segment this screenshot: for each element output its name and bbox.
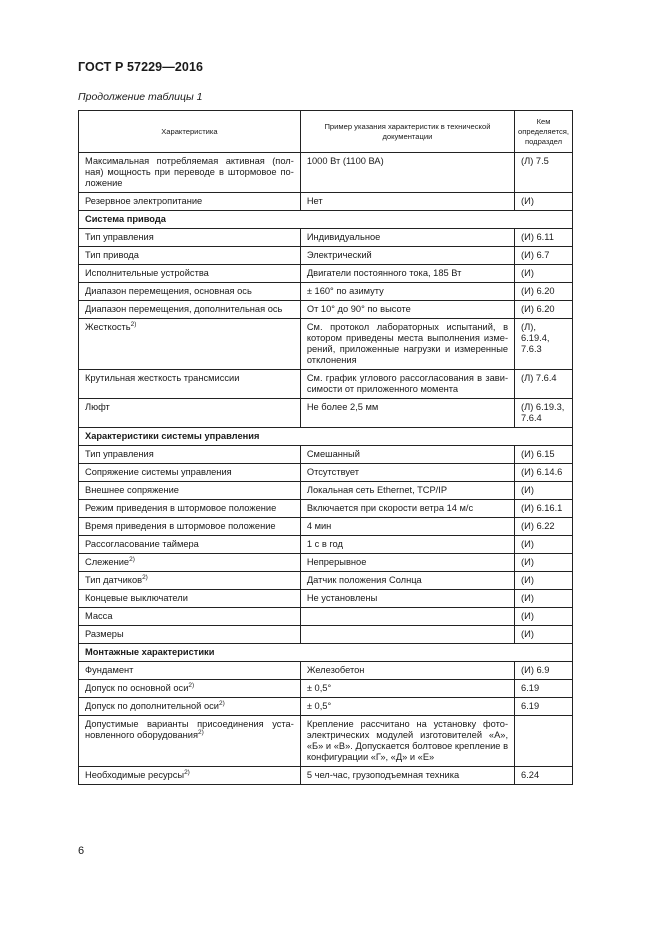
characteristic-cell [79,319,301,370]
example-value-cell: ± 160° по азимуту [300,283,514,301]
characteristic-label: Диапазон перемещения, основная ось [85,286,252,296]
example-value-cell: ± 0,5° [300,698,514,716]
table-row [79,536,573,554]
reference-cell: (И) [515,193,573,211]
table-row [79,500,573,518]
characteristic-cell [79,247,301,265]
example-value-cell: Смешанный [300,446,514,464]
footnote-marker: 2) [198,728,204,736]
table-row [79,464,573,482]
table-row [79,572,573,590]
table-row [79,370,573,399]
table-row [79,680,573,698]
reference-cell: (И) 6.20 [515,301,573,319]
characteristic-label: Размеры [85,629,124,639]
header-determined-by: Кем определяется, подраздел [515,111,573,153]
reference-cell: (Л) 7.6.4 [515,370,573,399]
characteristic-label: Крутильная жесткость трансмиссии [85,373,240,383]
characteristic-label: Диапазон перемещения, дополнительная ось [85,304,283,314]
reference-cell: (Л) 6.19.3, 7.6.4 [515,399,573,428]
reference-cell: (И) 6.11 [515,229,573,247]
header-characteristic: Характеристика [79,111,301,153]
table-row [79,319,573,370]
reference-cell: (И) [515,572,573,590]
footnote-marker: 2) [184,768,190,776]
reference-cell: (И) 6.14.6 [515,464,573,482]
table-row [79,446,573,464]
example-value-cell [300,608,514,626]
characteristic-label: Допуск по дополнительной оси [85,701,219,711]
characteristic-label: Слежение [85,557,130,567]
table-row [79,247,573,265]
table-row [79,229,573,247]
section-title: Монтажные характеристики [79,644,573,662]
characteristic-label: Жесткость [85,322,131,332]
characteristic-cell [79,662,301,680]
example-value-cell: Датчик положения Солнца [300,572,514,590]
table-row [79,399,573,428]
characteristic-cell [79,716,301,767]
table-row [79,283,573,301]
characteristic-cell [79,554,301,572]
table-continuation-title: Продолжение таблицы 1 [78,91,203,103]
reference-cell: 6.19 [515,698,573,716]
reference-cell: (И) 6.7 [515,247,573,265]
characteristic-cell [79,283,301,301]
example-value-cell: Не более 2,5 мм [300,399,514,428]
table-row [79,767,573,785]
reference-cell: (Л), 6.19.4, 7.6.3 [515,319,573,370]
example-value-cell: Индивидуальное [300,229,514,247]
characteristic-label: Тип датчиков [85,575,143,585]
section-title: Характеристики системы управления [79,428,573,446]
example-value-cell: Не установлены [300,590,514,608]
characteristic-label: Масса [85,611,113,621]
reference-cell: (И) [515,608,573,626]
table-row [79,554,573,572]
characteristic-cell [79,626,301,644]
characteristics-table [78,110,573,785]
reference-cell: (И) 6.16.1 [515,500,573,518]
characteristic-cell [79,229,301,247]
example-value-cell: Непрерывное [300,554,514,572]
characteristic-cell [79,608,301,626]
characteristic-label: Резервное электропитание [85,196,203,206]
reference-cell: 6.24 [515,767,573,785]
example-value-cell: Электрический [300,247,514,265]
footnote-marker: 2) [129,555,135,563]
table-row [79,518,573,536]
characteristic-label: Время приведения в штормовое положение [85,521,276,531]
section-header-row [79,428,573,446]
table-row [79,716,573,767]
characteristic-cell [79,265,301,283]
example-value-cell: Железобетон [300,662,514,680]
table-row [79,301,573,319]
characteristic-label: Люфт [85,402,110,412]
table-row [79,608,573,626]
table-header-row [79,111,573,153]
table-row [79,482,573,500]
characteristic-label: Сопряжение системы управления [85,467,232,477]
characteristic-cell [79,464,301,482]
example-value-cell: См. график углового рассогласования в зависимости от приложенного момента [300,370,514,399]
reference-cell: (И) 6.15 [515,446,573,464]
reference-cell [515,716,573,767]
characteristic-cell [79,301,301,319]
reference-cell: (И) [515,626,573,644]
example-value-cell: 5 чел-час, грузоподъемная техника [300,767,514,785]
characteristic-cell [79,153,301,193]
example-value-cell [300,626,514,644]
example-value-cell: От 10° до 90° по высоте [300,301,514,319]
example-value-cell: 4 мин [300,518,514,536]
table-row [79,626,573,644]
reference-cell: (И) [515,554,573,572]
characteristic-cell [79,370,301,399]
example-value-cell: Отсутствует [300,464,514,482]
characteristic-cell [79,518,301,536]
characteristic-label: Тип управления [85,449,154,459]
characteristic-label: Максимальная потребляемая активная (полная) мощность при переводе в штормовое положение [85,156,294,188]
example-value-cell: Локальная сеть Ethernet, TCP/IP [300,482,514,500]
characteristic-label: Тип управления [85,232,154,242]
characteristic-cell [79,572,301,590]
reference-cell: (Л) 7.5 [515,153,573,193]
characteristic-label: Концевые выключатели [85,593,188,603]
table-row [79,590,573,608]
reference-cell: (И) 6.9 [515,662,573,680]
characteristic-label: Исполнительные устройства [85,268,209,278]
table-row [79,662,573,680]
table-row [79,265,573,283]
page-number: 6 [78,845,85,857]
characteristic-cell [79,399,301,428]
characteristic-cell [79,500,301,518]
reference-cell: 6.19 [515,680,573,698]
characteristic-label: Рассогласование таймера [85,539,199,549]
characteristic-label: Фундамент [85,665,134,675]
table-row [79,193,573,211]
characteristic-cell [79,446,301,464]
footnote-marker: 2) [188,681,195,689]
table-row [79,698,573,716]
characteristic-label: Внешнее сопряжение [85,485,179,495]
section-header-row [79,644,573,662]
characteristic-cell [79,482,301,500]
characteristic-label: Необходимые ресурсы [85,770,185,780]
footnote-marker: 2) [142,573,148,581]
example-value-cell: 1 с в год [300,536,514,554]
characteristic-label: Режим приведения в штормовое положение [85,503,277,513]
footnote-marker: 2) [130,320,137,328]
characteristic-label: Допустимые варианты присоединения установленного оборудования [85,719,294,740]
reference-cell: (И) 6.22 [515,518,573,536]
reference-cell: (И) [515,482,573,500]
characteristic-cell [79,680,301,698]
example-value-cell: Крепление рассчитано на установку фотоэлектрических модулей изготовителей «А», «Б» и «В». Допускается болтовое крепление в конфигурации «Г», «Д» и «Е» [300,716,514,767]
characteristic-cell [79,193,301,211]
characteristic-cell [79,590,301,608]
table-row [79,153,573,193]
example-value-cell: ± 0,5° [300,680,514,698]
characteristic-cell [79,767,301,785]
section-title: Система привода [79,211,573,229]
characteristic-label: Тип привода [85,250,139,260]
characteristic-cell [79,536,301,554]
example-value-cell: Двигатели постоянного тока, 185 Вт [300,265,514,283]
section-header-row [79,211,573,229]
example-value-cell: 1000 Вт (1100 ВА) [300,153,514,193]
example-value-cell: Включается при скорости ветра 14 м/с [300,500,514,518]
example-value-cell: См. протокол лабораторных испытаний, в котором приведены места выполнения измерений, приложенные нагрузки и измеренные отклонения [300,319,514,370]
document-code: ГОСТ Р 57229—2016 [78,60,204,74]
header-example: Пример указания характеристик в технической документации [300,111,514,153]
reference-cell: (И) 6.20 [515,283,573,301]
reference-cell: (И) [515,590,573,608]
footnote-marker: 2) [218,699,225,707]
example-value-cell: Нет [300,193,514,211]
reference-cell: (И) [515,536,573,554]
reference-cell: (И) [515,265,573,283]
characteristic-cell [79,698,301,716]
characteristic-label: Допуск по основной оси [85,683,189,693]
